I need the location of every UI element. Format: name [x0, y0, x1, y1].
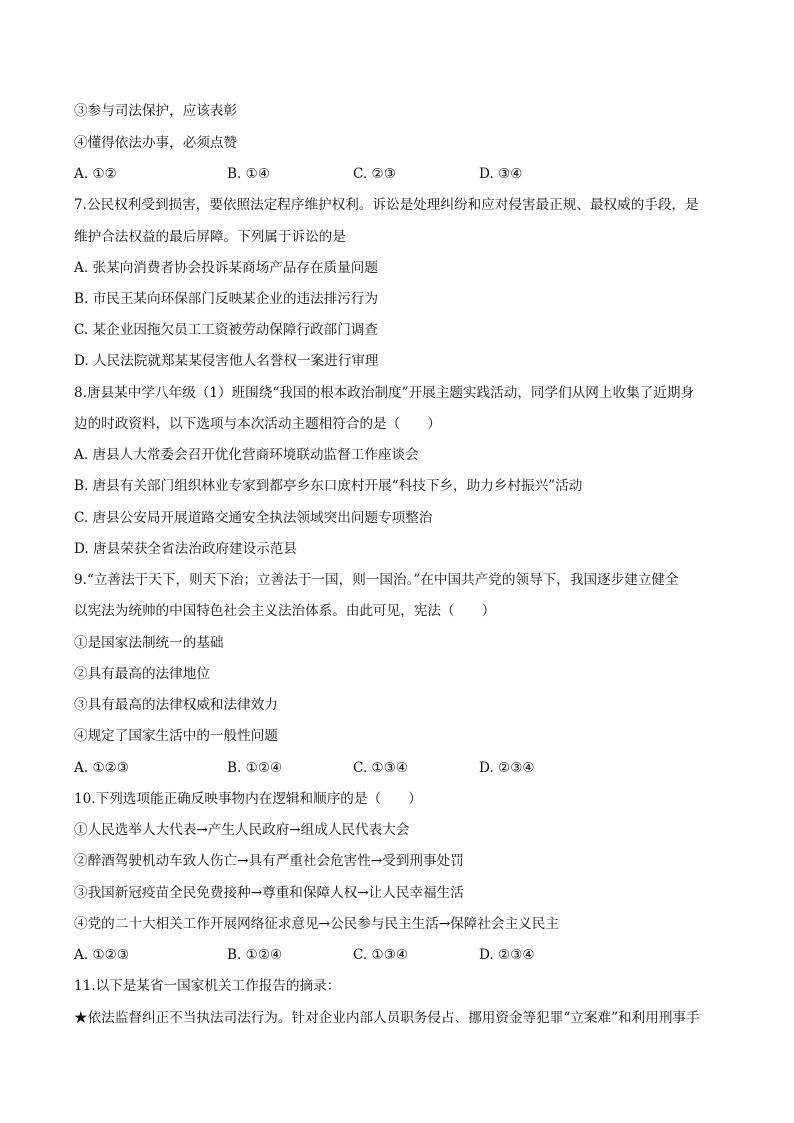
q8-option-c: C. 唐县公安局开展道路交通安全执法领域突出问题专项整治 [74, 510, 433, 526]
q7-option-b: B. 市民王某向环保部门反映某企业的违法排污行为 [74, 291, 379, 307]
q10-item-1: ①人民选举人大代表→产生人民政府→组成人民代表大会 [74, 822, 410, 838]
q11-stem-line-2: ★依法监督纠正不当执法司法行为。针对企业内部人员职务侵占、挪用资金等犯罪“立案难”和利用刑事手 [74, 1010, 700, 1026]
q6-option-a: A. ①② [74, 166, 117, 182]
q8-option-d: D. 唐县荣获全省法治政府建设示范县 [74, 541, 297, 557]
q8-option-a: A. 唐县人大常委会召开优化营商环境联动监督工作座谈会 [74, 447, 419, 463]
q9-item-1: ①是国家法制统一的基础 [74, 635, 224, 651]
q8-stem-line-2: 边的时政资料，以下选项与本次活动主题相符合的是（ ） [74, 416, 442, 432]
q10-option-a: A. ①②③ [74, 947, 130, 963]
q10-option-c: C. ①③④ [353, 947, 409, 963]
q6-option-b: B. ①④ [227, 166, 271, 182]
q8-option-b: B. 唐县有关部门组织林业专家到都亭乡东口庻村开展“科技下乡，助力乡村振兴”活动 [74, 478, 583, 494]
q9-item-2: ②具有最高的法律地位 [74, 666, 210, 682]
q9-stem-line-2: 以宪法为统帅的中国特色社会主义法治体系。由此可见，宪法（ ） [74, 603, 496, 619]
q9-option-b: B. ①②④ [227, 760, 283, 776]
q7-stem-line-2: 维护合法权益的最后屏障。下列属于诉讼的是 [74, 229, 346, 245]
q6-option-c: C. ②③ [353, 166, 396, 182]
q9-item-3: ③具有最高的法律权威和法律效力 [74, 697, 278, 713]
q6-option-d: D. ③④ [479, 166, 523, 182]
q6-item-3: ③参与司法保护，应该表彰 [74, 103, 238, 119]
q7-stem-line-1: 7.公民权利受到损害，要依照法定程序维护权利。诉讼是处理纠纷和应对侵害最正规、最权威的手段，是 [74, 197, 699, 213]
q10-stem-line-1: 10.下列选项能正确反映事物内在逻辑和顺序的是（ ） [74, 791, 422, 807]
q9-option-a: A. ①②③ [74, 760, 130, 776]
q6-item-4: ④懂得依法办事，必须点赞 [74, 135, 238, 151]
q9-option-c: C. ①③④ [353, 760, 409, 776]
q10-option-d: D. ②③④ [479, 947, 535, 963]
q9-option-d: D. ②③④ [479, 760, 535, 776]
q10-item-4: ④党的二十大相关工作开展网络征求意见→公民参与民主生活→保障社会主义民主 [74, 916, 559, 932]
q7-option-d: D. 人民法院就郑某某侵害他人名誉权一案进行审理 [74, 353, 379, 369]
q11-stem-line-1: 11.以下是某省一国家机关工作报告的摘录： [74, 978, 341, 994]
q7-option-a: A. 张某向消费者协会投诉某商场产品存在质量问题 [74, 260, 378, 276]
q8-stem-line-1: 8.唐县某中学八年级（1）班围绕“我国的根本政治制度”开展主题实践活动，同学们从网上收集了近期身 [74, 385, 695, 401]
q10-option-b: B. ①②④ [227, 947, 283, 963]
q9-stem-line-1: 9.“立善法于天下，则天下治；立善法于一国，则一国治。”在中国共产党的领导下，我国逐步建立健全 [74, 572, 679, 588]
q7-option-c: C. 某企业因拖欠员工工资被劳动保障行政部门调查 [74, 322, 379, 338]
q10-item-3: ③我国新冠疫苗全民免费接种→尊重和保障人权→让人民幸福生活 [74, 885, 464, 901]
q10-item-2: ②醉酒驾驶机动车致人伤亡→具有严重社会危害性→受到刑事处罚 [74, 853, 464, 869]
q9-item-4: ④规定了国家生活中的一般性问题 [74, 728, 278, 744]
